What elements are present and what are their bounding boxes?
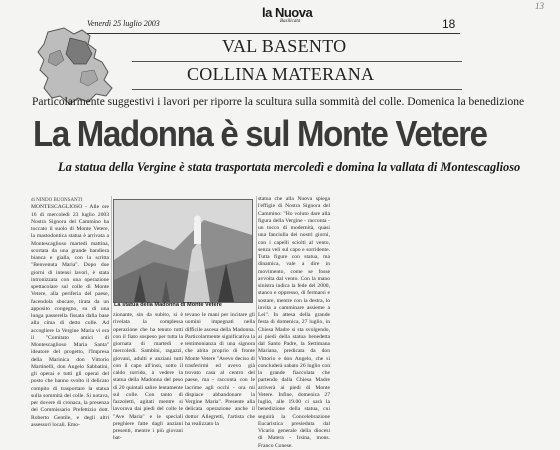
article-column-2 — [113, 312, 183, 442]
handwritten-page-mark: 13 — [535, 1, 544, 11]
article-column-4 — [258, 196, 330, 449]
article-subhead: La statua della Vergine è stata trasportata mercoledì e domina la vallata di Montescaglioso — [58, 160, 521, 174]
section-title-val-basento: VAL BASENTO — [222, 36, 347, 56]
column-text: tevano le mani per incitare gli uomini impegnati nella difficile ascesa della Madonna. Particolarmente significativa la testimonianza di una signora che abita proprio di fronte Monte Vetere "Avevo deciso di trasferirmi ed avevo già trovato casa al centro del paese, ma - racconta con le lacrime agli occhi - ora mi dispiace abbandonare la Vergine Maria". Presente alla delicata operazione anche il dottor Allegretti, l'artista che ha realizzato la — [185, 312, 255, 427]
column-text: MONTESCAGLIOSO - Alle ore 16 di mercoledì 23 luglio 2003 Nostra Signora del Cammino ha toccato il suolo di Monte Vetere, la mastodontica statua è arrivata a Montescaglioso martedì mattina, scortata da una grande bandiera bianca e gialla, con la scritta "Benvenuta Maria". Dopo due giorni di intensi lavori, è stata intronizzata con una operazione spettacolare sul colle di Monte Vetere, alla periferia del paese, facendola sbucare, tirata da un apposito congegno, su di una lunga passerella fissata dalla base alla cima di detto colle. Ad accogliere la Vergine Maria vi era il "Comitato amici di Montescaglioso Maria Santa" ideatore del progetto, l'Impresa della Marinica don Vittorio Martinelli, don Angelo Sabbatini, gli operai e tutti gli operai del posto che hanno svolto il delicato compito di trasportare la statua sulla sommità del colle. Si notava, per dovere di cronaca, la presenza del Commissario Prefettizio dott. Roberto Gentile, e degli altri assessori locali. Emo- — [31, 204, 109, 428]
section-title-collina-materana: COLLINA MATERANA — [187, 64, 375, 84]
statue-photo — [113, 199, 253, 303]
article-kicker: Particolarmente suggestivi i lavori per riporre la scultura sulla sommità del colle. Domenica la benedizione — [32, 96, 525, 108]
section-rule — [132, 89, 462, 90]
section-rule — [132, 61, 462, 62]
photo-caption: La statua della Madonna di Monte Vetere — [114, 302, 222, 308]
page-number: 18 — [442, 17, 456, 31]
newspaper-logo: la Nuova — [262, 5, 313, 20]
article-headline: La Madonna è sul Monte Vetere — [33, 113, 487, 154]
header-rule — [84, 33, 460, 34]
article-column-3 — [185, 312, 255, 427]
article-byline: di NINDO BUONSANTI — [31, 198, 83, 203]
column-text: zionante, sin da subito, si è rivelata la complessa operazione che ha tenuto tutti con il fiato sospeso per tutta la giornata di martedì e mercoledì. Sambini, ragazzi, giovani, adulti e anziani tutti con il capo all'insù, sotto il caldo torrido, a vedere la statua della Madonna del peso di 20 quintali salire lentamente sul colle. Con tanto di fazzoletti, agitati mentre si lavorava dai piedi del colle le "Ave Maria" e le speciali preghiere fatte dagli anziani presenti, mentre i più giovani bat- — [113, 312, 183, 442]
issue-date: Venerdì 25 luglio 2003 — [87, 19, 160, 28]
statue-photo-image — [114, 200, 252, 302]
column-divider — [111, 196, 112, 410]
article-column-1 — [31, 197, 109, 428]
column-divider — [256, 196, 257, 410]
column-text: statua che alla Nuova spiega l'effigie di Nostra Signora del Cammino: "Ho voluto dare alla figura della Vergine - racconta - un tocco di modernità, quasi una fanciulla dei nostri giorni, con i capelli sciolti al vento, senza veli sul capo e sorridente. Tutta figure con statua, ma dinamica, vale a dire in movimento, come se fosse avvolta dal vento. Con la mano sinistra indica la fede del 2000, stanco e oppresso, di fermarsi e sostare, mentre con la destra, lo invita a camminare assieme a Lei". In attesa della grande festa di domenica, 27 luglio, in Chiesa Madre si sta svolgendo, ai piedi della statua benedetta dal Santo Padre, la Settimana Mariana, predicata da don Vittorio e don Angelo, che si concluderà sabato 26 luglio con la grande fiaccolata che partendo dalla Chiesa Madre arriverà ai piedi di Monte Vetere. Infine, domenica 27 luglio, alle 19.00 ci sarà la benedizione della statua, cui seguirà la Concelebrazione Eucaristica presieduta dal Vicario generale della diocesi di Matera - Irsina, mons. Franco Conese. — [258, 196, 330, 449]
newspaper-logo-subtitle: Basilicata — [280, 19, 301, 24]
